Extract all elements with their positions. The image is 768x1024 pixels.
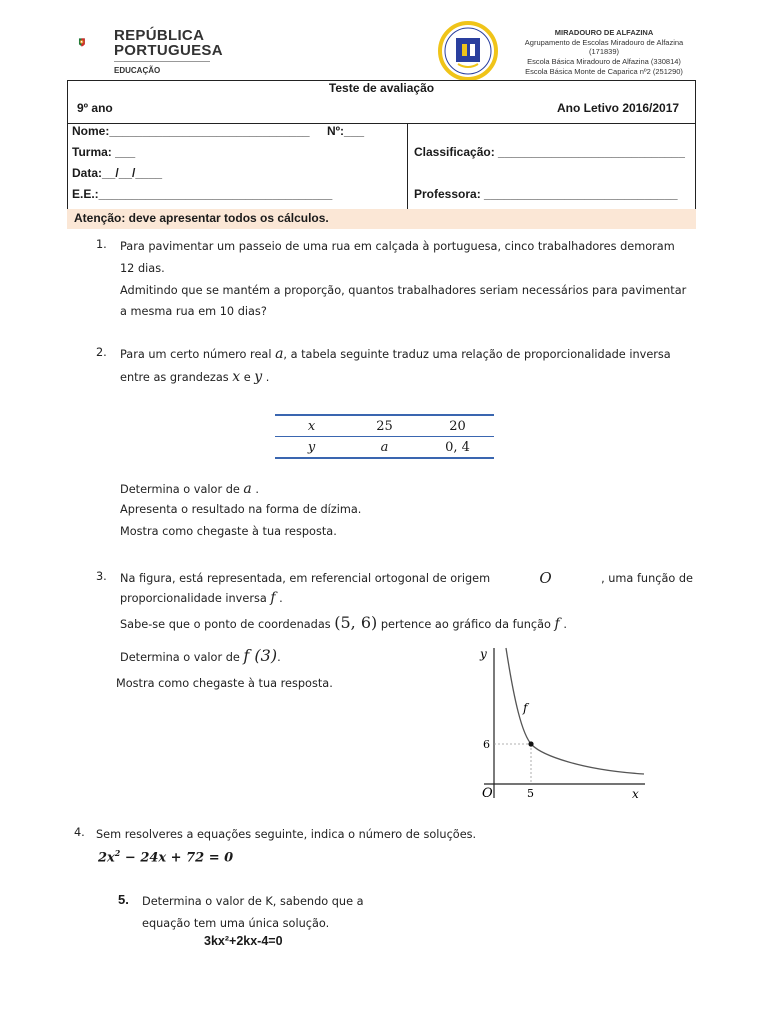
- date-field[interactable]: Data:__/__/____: [72, 166, 163, 180]
- teacher-field[interactable]: Professora: _____________________________: [414, 187, 678, 201]
- inverse-proportion-graph: [470, 640, 650, 810]
- q3-line1-text-b: , uma função de: [601, 572, 693, 585]
- q3-line2-text: proporcionalidade inversa: [120, 592, 267, 605]
- table-cell: 0, 4: [421, 437, 494, 459]
- y-axis-label: y: [480, 647, 487, 661]
- q2-line1-text-b: , a tabela seguinte traduz uma relação de proporcionalidade inversa: [283, 348, 671, 361]
- number-field[interactable]: Nº:___: [327, 124, 365, 138]
- government-title-line1: REPÚBLICA: [114, 27, 205, 44]
- school-group: Agrupamento de Escolas Miradouro de Alfazina: [524, 38, 684, 47]
- var-origin: O: [539, 569, 552, 587]
- q2-line1-text-a: Para um certo número real: [120, 348, 272, 361]
- table-row: [275, 415, 494, 437]
- q1-number: 1.: [96, 238, 107, 251]
- q5-equation: 3kx²+2kx-4=0: [204, 934, 283, 948]
- q2-ask2: Apresenta o resultado na forma de dízima.: [120, 503, 362, 516]
- q4-number: 4.: [74, 826, 85, 839]
- x-tick-label: 5: [527, 787, 534, 800]
- x-axis-label: x: [632, 787, 639, 801]
- q3-line3: [120, 612, 567, 635]
- point-coordinates: (5, 6): [334, 613, 378, 632]
- period: .: [563, 618, 567, 631]
- q1-line3: Admitindo que se mantém a proporção, quantos trabalhadores seriam necessários para pavimentar: [120, 284, 687, 297]
- q3-line4: [120, 645, 281, 668]
- table-cell: a: [348, 437, 421, 459]
- government-emblem-icon: [78, 26, 112, 60]
- q4-equation: [98, 848, 233, 865]
- school-name: MIRADOURO DE ALFAZINA: [554, 28, 654, 37]
- table-cell: x: [275, 415, 348, 437]
- classification-field[interactable]: Classificação: ____________________________: [414, 145, 685, 159]
- q3-line4-text: Determina o valor de: [120, 651, 240, 664]
- period: .: [265, 371, 270, 384]
- q3-line1: [120, 568, 693, 589]
- info-divider-vertical: [407, 123, 408, 210]
- school-branch-2: Escola Básica Monte de Caparica nº2 (251290): [525, 67, 683, 76]
- test-title: Teste de avaliação: [328, 81, 435, 95]
- school-logo-icon: [436, 20, 500, 82]
- q2-number: 2.: [96, 346, 107, 359]
- q1-line4: a mesma rua em 10 dias?: [120, 305, 267, 318]
- var-f: f: [554, 616, 560, 632]
- y-tick-label: 6: [483, 738, 490, 751]
- name-field[interactable]: Nome:______________________________: [72, 124, 310, 138]
- guardian-field[interactable]: E.E.:___________________________________: [72, 187, 333, 201]
- and-text: e: [243, 371, 251, 384]
- q2-ask1: [120, 479, 259, 500]
- table-cell: y: [275, 437, 348, 459]
- school-year: Ano Letivo 2016/2017: [557, 101, 680, 115]
- q3-line5: Mostra como chegaste à tua resposta.: [116, 677, 333, 690]
- attention-text: Atenção: deve apresentar todos os cálculos.: [74, 211, 329, 225]
- table-cell: 20: [421, 415, 494, 437]
- var-y: y: [254, 369, 263, 385]
- curve-label: f: [523, 701, 528, 715]
- point-5-6: [528, 741, 533, 746]
- q3-line2: [120, 588, 283, 609]
- period: .: [277, 651, 281, 664]
- q2-line2: [120, 367, 269, 388]
- q4-text: Sem resolveres a equações seguinte, indica o número de soluções.: [96, 828, 477, 841]
- grade-label: 9º ano: [77, 101, 113, 115]
- proportionality-table: [275, 414, 494, 459]
- class-field[interactable]: Turma: ___: [72, 145, 136, 159]
- function-expression: f (3): [243, 646, 278, 665]
- q2-line2-text: entre as grandezas: [120, 371, 229, 384]
- q1-line1: Para pavimentar um passeio de uma rua em calçada à portuguesa, cinco trabalhadores demoram: [120, 240, 675, 253]
- var-a: a: [275, 346, 284, 362]
- school-code: (171839): [588, 47, 620, 56]
- header-divider: [114, 61, 210, 62]
- period: .: [279, 592, 283, 605]
- q3-line3-text-a: Sabe-se que o ponto de coordenadas: [120, 618, 331, 631]
- table-row: [275, 437, 494, 459]
- q3-line1-text-a: Na figura, está representada, em referencial ortogonal de origem: [120, 572, 491, 585]
- var-x: x: [232, 369, 241, 385]
- equation-exponent: 2: [114, 848, 121, 858]
- q2-ask1-text: Determina o valor de: [120, 483, 240, 496]
- school-branch-1: Escola Básica Miradouro de Alfazina (330814): [527, 57, 681, 66]
- q2-line1: [120, 344, 671, 365]
- ministry-label: EDUCAÇÃO: [114, 66, 161, 75]
- q2-ask3: Mostra como chegaste à tua resposta.: [120, 525, 337, 538]
- equation-rest: − 24x + 72 = 0: [120, 850, 234, 866]
- q5-number: 5.: [118, 892, 129, 907]
- q5-line1: Determina o valor de K, sabendo que a: [142, 895, 364, 908]
- var-a: a: [243, 481, 252, 497]
- var-f: f: [270, 590, 276, 606]
- period: .: [255, 483, 259, 496]
- equation-lead: 2x: [98, 850, 115, 866]
- government-title-line2: PORTUGUESA: [114, 42, 223, 59]
- q1-line2: 12 dias.: [120, 262, 165, 275]
- origin-label: O: [482, 786, 493, 801]
- q5-line2: equação tem uma única solução.: [142, 917, 330, 930]
- q3-line3-text-b: pertence ao gráfico da função: [380, 618, 551, 631]
- table-cell: 25: [348, 415, 421, 437]
- q3-number: 3.: [96, 570, 107, 583]
